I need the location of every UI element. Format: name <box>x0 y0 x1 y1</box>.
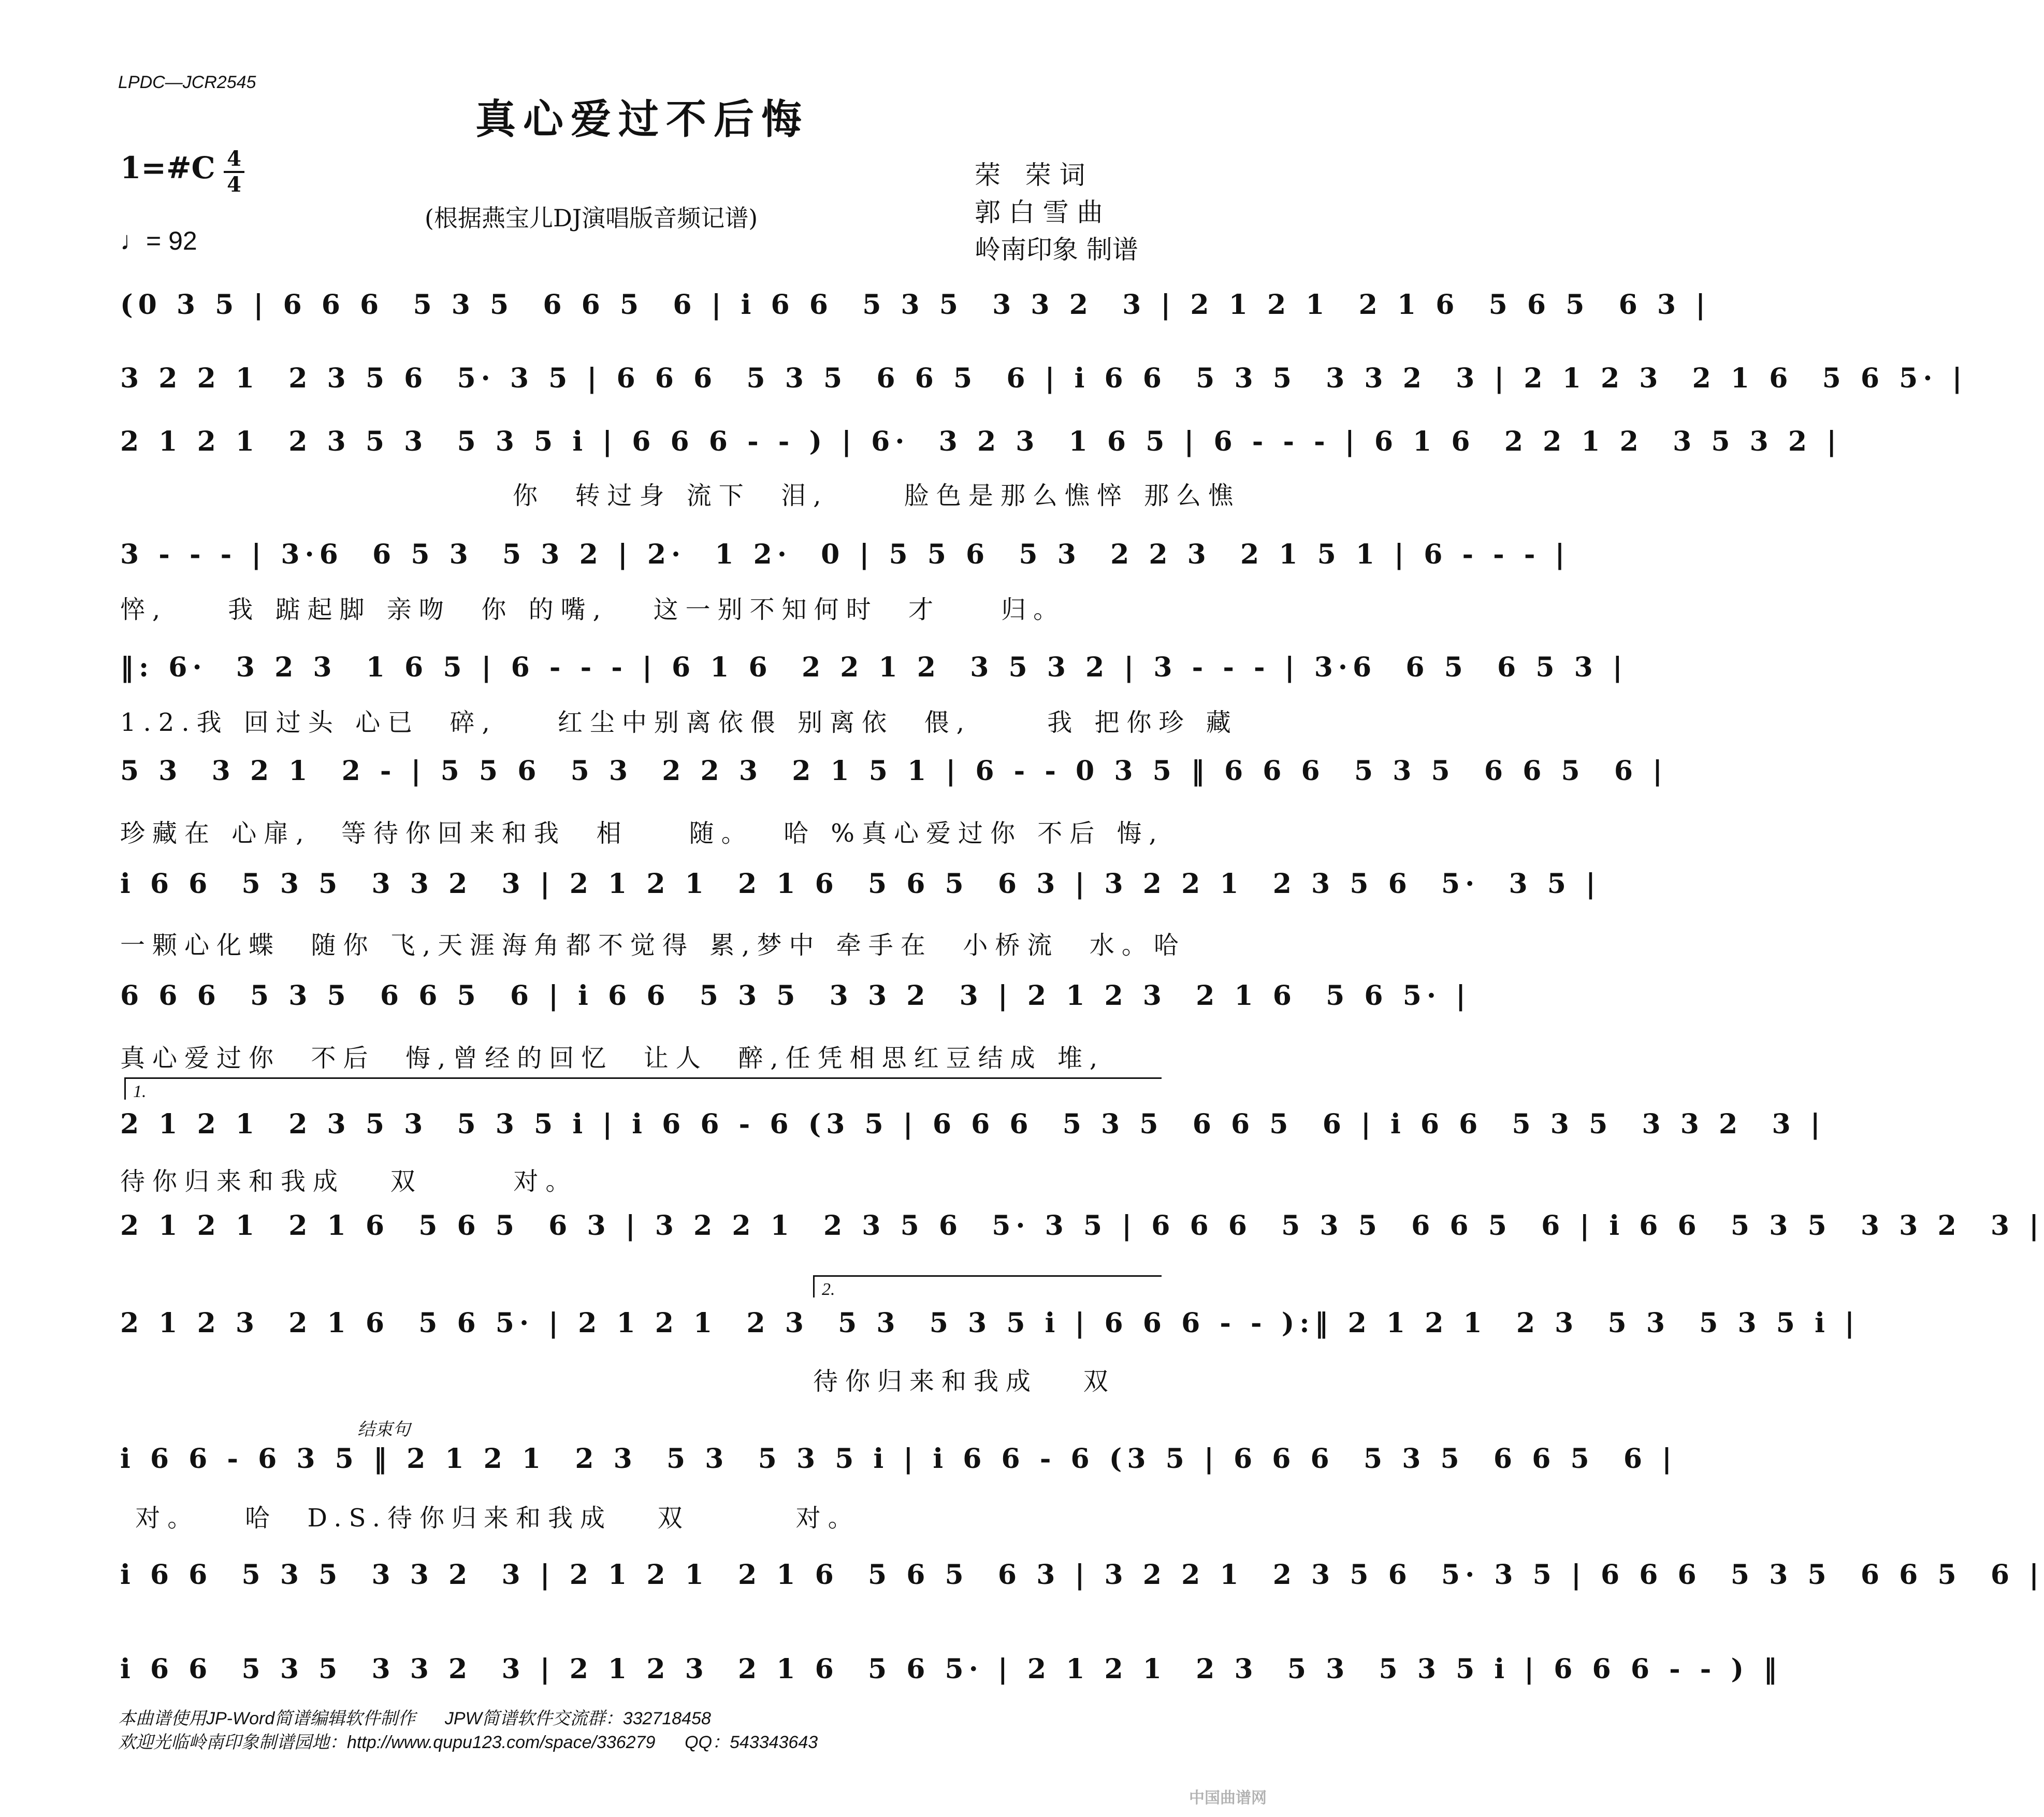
page-title: 真心爱过不后悔 <box>475 96 809 143</box>
lyric-line-3: 你 转过身 流下 泪, 脸色是那么憔悴 那么憔 <box>513 481 1241 510</box>
coda-label: 结束句 <box>357 1419 410 1440</box>
score-line-2: 3 2 2 1 2 3 5 6 5· 3 5 | 6 6 6 5 3 5 6 6 5 6 | i 6 6 5 3 5 3 3 2 3 | 2 1 2 3 2 1 6 5 6 5· | <box>120 363 1967 394</box>
score-line-8: 6 6 6 5 3 5 6 6 5 6 | i 6 6 5 3 5 3 3 2 3 | 2 1 2 3 2 1 6 5 6 5· | <box>120 980 1471 1012</box>
volta-label-1: 1. <box>133 1082 147 1101</box>
lyric-line-12: 对。 哈 D.S.待你归来和我成 双 对。 <box>120 1504 860 1533</box>
source-note: (根据燕宝儿DJ演唱版音频记谱) <box>425 204 758 232</box>
lyricist-credit: 荣 荣 词 <box>975 160 1085 190</box>
catalog-number: LPDC—JCR2545 <box>118 73 256 92</box>
lyric-line-8: 真心爱过你 不后 悔,曾经的回忆 让人 醉,任凭相思红豆结成 堆, <box>120 1044 1105 1073</box>
score-line-10: 2 1 2 1 2 1 6 5 6 5 6 3 | 3 2 2 1 2 3 5 6 5· 3 5 | 6 6 6 5 3 5 6 6 5 6 | i 6 6 5 3 5 3 3 2 3 | <box>120 1210 2044 1242</box>
tempo-marking: ♩= 92 <box>120 226 197 255</box>
score-line-12: i 6 6 - 6 3 5 ‖ 2 1 2 1 2 3 5 3 5 3 5 i | i 6 6 - 6 (3 5 | 6 6 6 5 3 5 6 6 5 6 | <box>120 1443 1677 1475</box>
time-signature-bottom: 4 <box>227 172 241 197</box>
score-line-9: 2 1 2 1 2 3 5 3 5 3 5 i | i 6 6 - 6 (3 5 | 6 6 6 5 3 5 6 6 5 6 | i 6 6 5 3 5 3 3 2 3 | <box>120 1108 1825 1140</box>
volta-bracket-2 <box>813 1275 1162 1297</box>
score-line-3: 2 1 2 1 2 3 5 3 5 3 5 i | 6 6 6 - - ) | 6· 3 2 3 1 6 5 | 6 - - - | 6 1 6 2 2 1 2 3 5 3 2 | <box>120 426 1842 457</box>
lyric-line-9: 待你归来和我成 双 对。 <box>120 1167 578 1196</box>
score-line-7: i 6 6 5 3 5 3 3 2 3 | 2 1 2 1 2 1 6 5 6 5 6 3 | 3 2 2 1 2 3 5 6 5· 3 5 | <box>120 868 1601 900</box>
site-watermark: 中国曲谱网 <box>1189 1789 1267 1807</box>
footer-line-2: 欢迎光临岭南印象制谱园地：http://www.qupu123.com/space/336279 QQ：543343643 <box>118 1733 818 1752</box>
composer-credit: 郭 白 雪 曲 <box>975 197 1103 227</box>
score-line-1: (0 3 5 | 6 6 6 5 3 5 6 6 5 6 | i 6 6 5 3 5 3 3 2 3 | 2 1 2 1 2 1 6 5 6 5 6 3 | <box>120 289 1711 321</box>
volta-bracket-1 <box>124 1077 1162 1100</box>
time-signature <box>224 148 244 196</box>
lyric-line-4: 悴, 我 踮起脚 亲吻 你 的嘴, 这一别不知何时 才 归。 <box>120 595 1066 624</box>
lyric-line-6: 珍藏在 心扉, 等待你回来和我 相 随。 哈 %真心爱过你 不后 悔, <box>120 819 1164 848</box>
lyric-line-11: 待你归来和我成 双 <box>813 1367 1115 1396</box>
lyric-line-5: 1.2.我 回过头 心已 碎, 红尘中别离依偎 别离依 偎, 我 把你珍 藏 <box>120 708 1238 737</box>
key-signature: 1=#C <box>120 150 215 185</box>
score-line-14: i 6 6 5 3 5 3 3 2 3 | 2 1 2 3 2 1 6 5 6 5· | 2 1 2 1 2 3 5 3 5 3 5 i | 6 6 6 - - ) ‖ <box>120 1653 1782 1685</box>
score-line-11: 2 1 2 3 2 1 6 5 6 5· | 2 1 2 1 2 3 5 3 5 3 5 i | 6 6 6 - - ):‖ 2 1 2 1 2 3 5 3 5 3 5 i | <box>120 1307 1860 1339</box>
credits <box>975 156 1138 268</box>
score-line-6: 5 3 3 2 1 2 - | 5 5 6 5 3 2 2 3 2 1 5 1 | 6 - - 0 3 5 ‖ 6 6 6 5 3 5 6 6 5 6 | <box>120 755 1668 787</box>
volta-label-2: 2. <box>822 1280 835 1299</box>
time-signature-top: 4 <box>227 147 241 171</box>
score-line-5: ‖: 6· 3 2 3 1 6 5 | 6 - - - | 6 1 6 2 2 1 2 3 5 3 2 | 3 - - - | 3·6 6 5 6 5 3 | <box>120 652 1628 683</box>
lyric-line-7: 一颗心化蝶 随你 飞,天涯海角都不觉得 累,梦中 牵手在 小桥流 水。哈 <box>120 931 1186 960</box>
footer-line-1: 本曲谱使用JP-Word简谱编辑软件制作 JPW简谱软件交流群：332718458 <box>118 1709 711 1728</box>
score-line-13: i 6 6 5 3 5 3 3 2 3 | 2 1 2 1 2 1 6 5 6 5 6 3 | 3 2 2 1 2 3 5 6 5· 3 5 | 6 6 6 5 3 5 6 6 5 6 | <box>120 1559 2044 1591</box>
score-line-4: 3 - - - | 3·6 6 5 3 5 3 2 | 2· 1 2· 0 | 5 5 6 5 3 2 2 3 2 1 5 1 | 6 - - - | <box>120 539 1570 570</box>
arranger-credit: 岭南印象 制谱 <box>975 235 1138 265</box>
